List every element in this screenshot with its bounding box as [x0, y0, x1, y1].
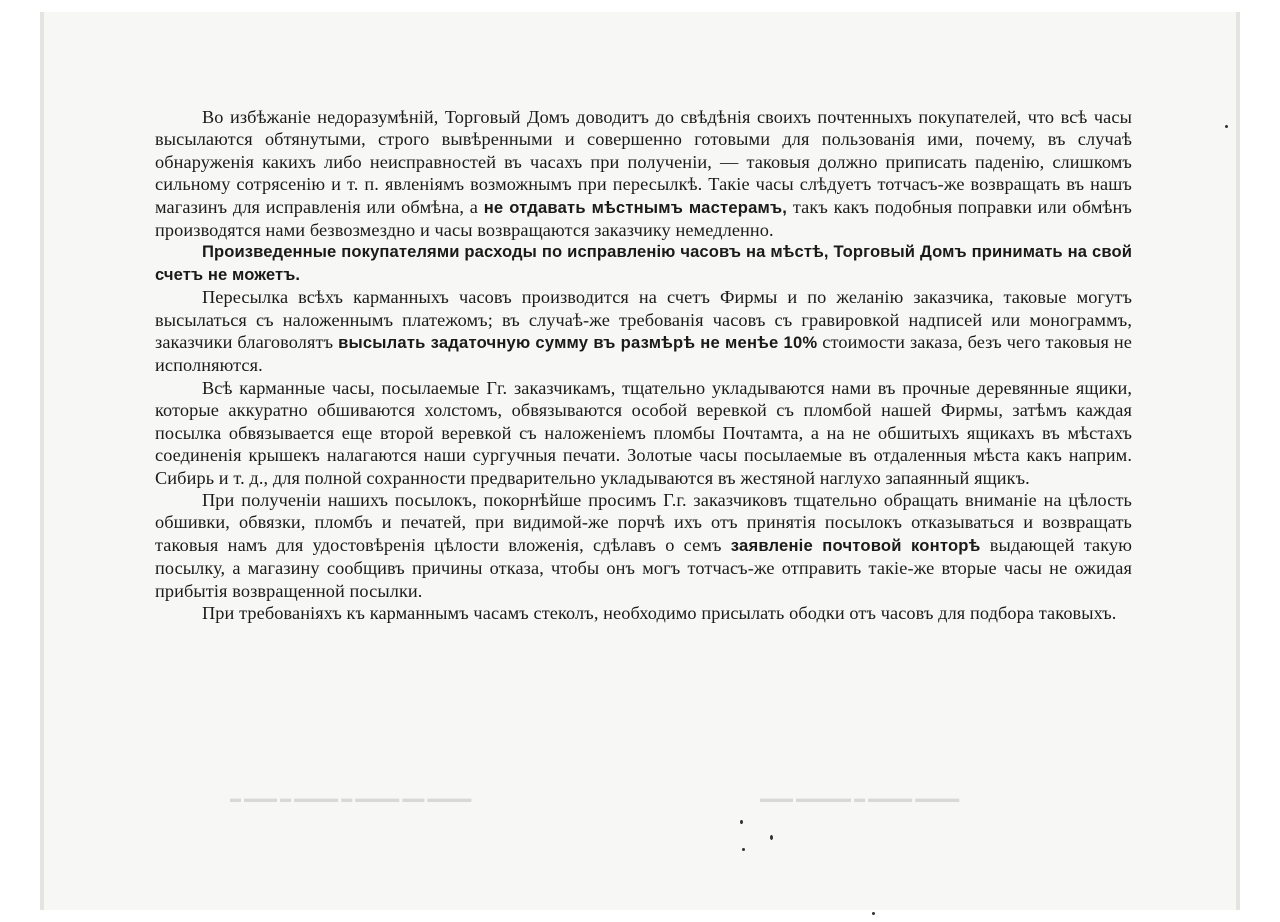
- sheet-left-edge: [40, 12, 44, 910]
- text-run: Всѣ карманные часы, посылаемые Гг. заказчикамъ, тщательно укладываются нами въ прочные деревянные ящики, которые аккуратно обшиваются холстомъ, обвязываются особой веревкой съ пломбой нашей Фирмы, затѣмъ каждая посылка обвязывается еще второй веревкой съ наложеніемъ пломбы Почтамта, а на не обшитыхъ ящикахъ въ мѣстахъ соединенія крышекъ налагаются наши сургучныя печати. Золотые часы посылаемые въ отдаленныя мѣста какъ наприм. Сибирь и т. д., для полной сохранности предварительно укладываются въ жестяной наглухо запаянный ящикъ.: [155, 377, 1132, 488]
- paragraph: [155, 106, 1132, 241]
- bold-text-run: не отдавать мѣстнымъ мастерамъ,: [483, 197, 788, 217]
- scan-speck: [1225, 125, 1228, 128]
- bleed-through-text: ▬ ▬▬▬ ▬ ▬▬▬▬ ▬ ▬▬▬▬ ▬▬ ▬▬▬▬: [230, 793, 472, 805]
- bold-text-run: Произведенные покупателями расходы по исправленію часовъ на мѣстѣ, Торговый Домъ принимать на свой счетъ не можетъ.: [155, 242, 1132, 284]
- paragraph: [155, 602, 1132, 624]
- scan-speck: [740, 820, 743, 824]
- paragraph: [155, 286, 1132, 377]
- text-run: Во избѣжаніе недоразумѣній, Торговый Домъ доводитъ до свѣдѣнія своихъ почтенныхъ покупателей, что всѣ часы высылаются обтянутыми, строго вывѣренными и совершенно готовыми для пользованія ими, почему, въ случаѣ обнаруженія какихъ либо неисправностей въ часахъ при полученіи, — таковыя должно приписать паденію, слишкомъ сильному сотрясенію и т. п. явленіямъ возможнымъ при пересылкѣ. Такіе часы слѣдуетъ тотчасъ-же возвращать въ нашъ магазинъ для исправленія или обмѣна, а: [155, 107, 1132, 217]
- scan-speck: [872, 912, 875, 915]
- document-body: [155, 106, 1132, 624]
- scan-speck: [742, 848, 745, 851]
- text-run: При требованіяхъ къ карманнымъ часамъ стеколъ, необходимо присылать ободки отъ часовъ для подбора таковыхъ.: [202, 602, 1117, 623]
- text-run: Пересылка всѣхъ карманныхъ часовъ производится на счетъ Фирмы и по желанію заказчика, таковые могутъ высылаться съ наложеннымъ платежомъ; въ случаѣ-же требованія часовъ съ гравировкой надписей или монограммъ, заказчики благоволятъ: [155, 287, 1132, 353]
- text-run: При полученіи нашихъ посылокъ, покорнѣйше просимъ Г.г. заказчиковъ тщательно обращать вниманіе на цѣлость обшивки, обвязки, пломбъ и печатей, при видимой-же порчѣ ихъ отъ принятія посылокъ отказываться и возвращать таковыя намъ для удостовѣренія цѣлости вложенія, сдѣлавъ о семъ: [155, 489, 1132, 555]
- bleed-through-text: ▬▬▬ ▬▬▬▬▬ ▬ ▬▬▬▬ ▬▬▬▬: [760, 793, 960, 805]
- paragraph: [155, 241, 1132, 286]
- paragraph: [155, 377, 1132, 489]
- text-run: стоимости заказа, безъ чего таковыя не исполняются.: [155, 332, 1133, 376]
- sheet-right-edge: [1236, 12, 1240, 910]
- paragraph: [155, 489, 1132, 602]
- bold-text-run: заявленіе почтовой конторѣ: [730, 535, 981, 555]
- scan-speck: [770, 835, 773, 840]
- bold-text-run: высылать задаточную сумму въ размѣрѣ не менѣе 10%: [338, 333, 818, 353]
- text-run: такъ какъ подобныя поправки или обмѣнъ производятся нами безвозмездно и часы возвращаются заказчику немедленно.: [155, 196, 1132, 241]
- text-run: выдающей такую посылку, а магазину сообщивъ причины отказа, чтобы онъ могъ тотчасъ-же отправить такіе-же вторые часы не ожидая прибытія возвращенной посылки.: [155, 534, 1132, 601]
